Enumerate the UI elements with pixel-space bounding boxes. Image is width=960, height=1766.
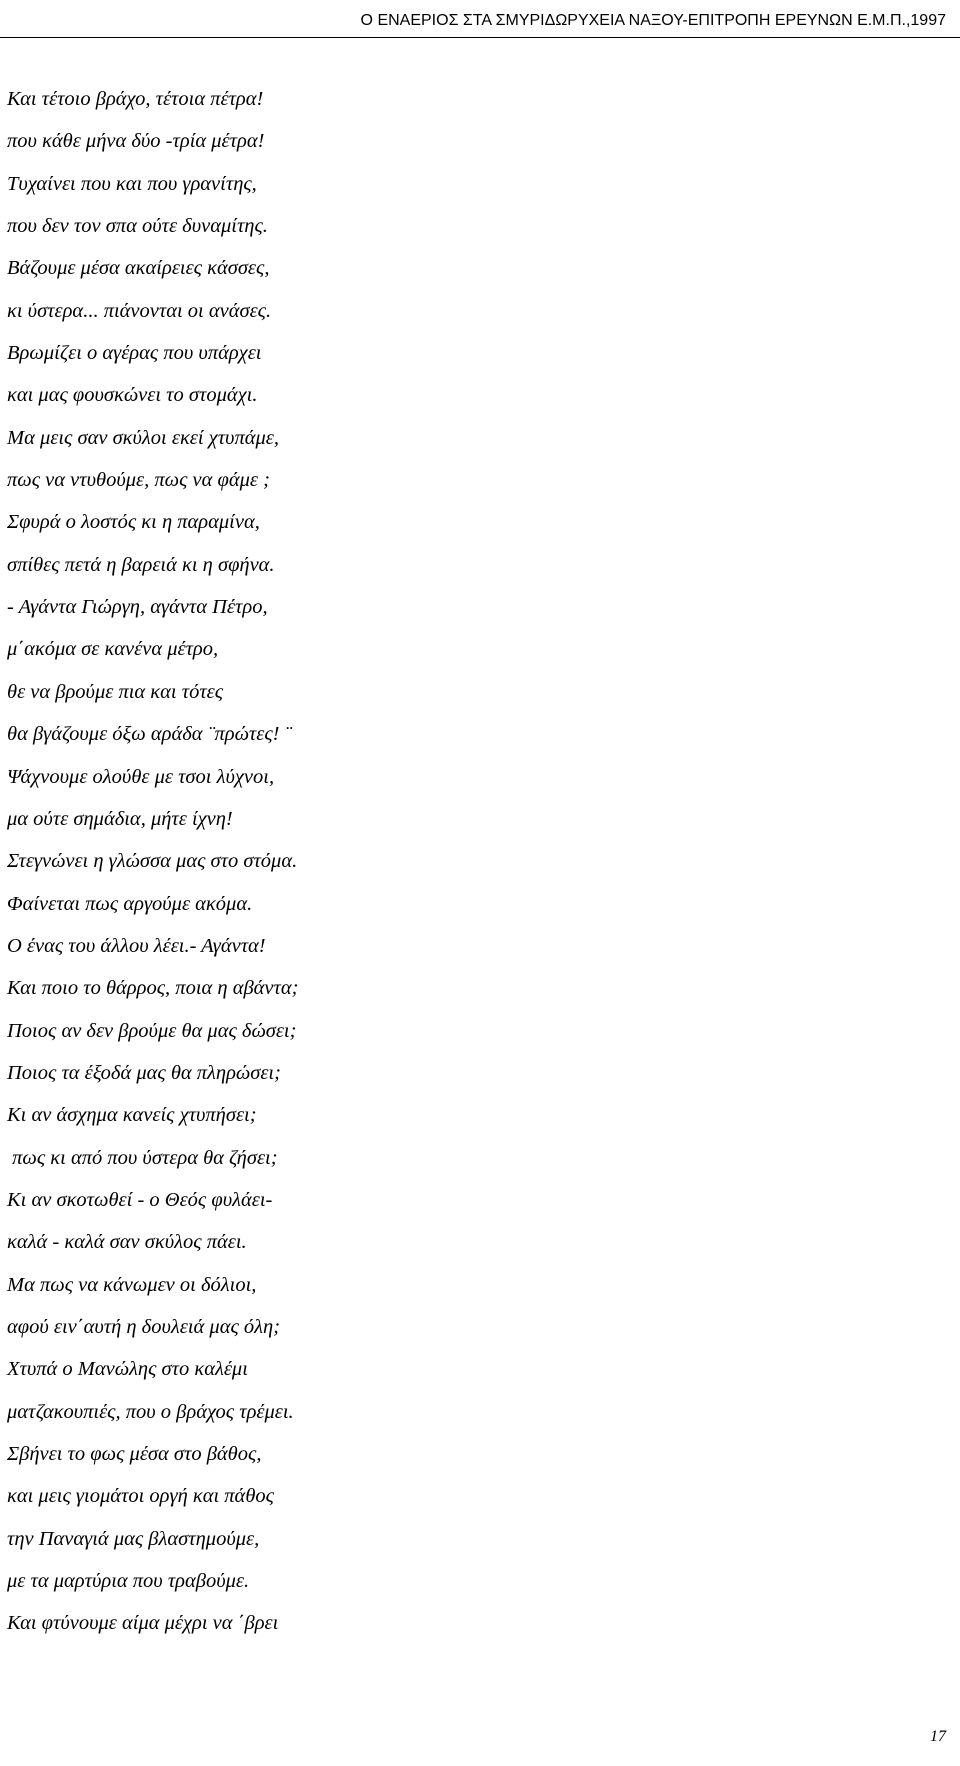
poem-line: που δεν τον σπα ούτε δυναμίτης. <box>7 215 268 238</box>
poem-line: αφού ειν΄αυτή η δουλειά μας όλη; <box>7 1315 281 1338</box>
poem-line: Βάζουμε μέσα ακαίρειες κάσσες, <box>7 257 270 280</box>
poem-line: Κι αν άσχημα κανείς χτυπήσει; <box>7 1104 257 1127</box>
poem-line: Σβήνει το φως μέσα στο βάθος, <box>7 1443 262 1465</box>
page-header <box>0 11 960 38</box>
poem-line: την Παναγιά μας βλαστημούμε, <box>7 1527 260 1550</box>
poem-line: Ψάχνουμε ολούθε με τσοι λύχνοι, <box>7 765 275 788</box>
poem-line: Ποιος τα έξοδά μας θα πληρώσει; <box>7 1061 281 1084</box>
poem-line: καλά - καλά σαν σκύλος πάει. <box>7 1231 247 1254</box>
poem-line: Ποιος αν δεν βρούμε θα μας δώσει; <box>7 1019 297 1042</box>
poem-line: Φαίνεται πως αργούμε ακόμα. <box>7 892 253 915</box>
poem-line: Και ποιο το θάρρος, ποια η αβάντα; <box>7 977 299 1000</box>
poem-line: - Αγάντα Γιώργη, αγάντα Πέτρο, <box>7 596 268 619</box>
poem-text <box>7 78 937 1645</box>
poem-line: με τα μαρτύρια που τραβούμε. <box>7 1570 250 1593</box>
poem-line: Μα πως να κάνωμεν οι δόλιοι, <box>7 1273 257 1296</box>
poem-line: που κάθε μήνα δύο -τρία μέτρα! <box>7 130 265 153</box>
poem-line: Βρωμίζει ο αγέρας που υπάρχει <box>7 342 262 365</box>
poem-line: Και τέτοιο βράχο, τέτοια πέτρα! <box>7 88 264 110</box>
page-number: 17 <box>930 1728 946 1745</box>
poem-line: Κι αν σκοτωθεί - ο Θεός φυλάει- <box>7 1188 273 1211</box>
poem-line: μα ούτε σημάδια, μήτε ίχνη! <box>7 807 233 830</box>
poem-line: μ΄ακόμα σε κανένα μέτρο, <box>7 638 219 661</box>
poem-line: Στεγνώνει η γλώσσα μας στο στόμα. <box>7 850 298 873</box>
poem-line: σπίθες πετά η βαρειά κι η σφήνα. <box>7 553 275 576</box>
poem-line: Τυχαίνει που και που γρανίτης, <box>7 172 257 195</box>
poem-line: Χτυπά ο Μανώλης στο καλέμι <box>7 1358 248 1381</box>
poem-line: Μα μεις σαν σκύλοι εκεί χτυπάμε, <box>7 426 279 449</box>
poem-line: και μεις γιομάτοι οργή και πάθος <box>7 1485 274 1508</box>
poem-line: θε να βρούμε πια και τότες <box>7 680 224 703</box>
poem-line: θα βγάζουμε όξω αράδα ¨πρώτες! ¨ <box>7 723 292 746</box>
header-title: Ο ΕΝΑΕΡΙΟΣ ΣΤΑ ΣΜΥΡΙΔΩΡΥΧΕΙΑ ΝΑΞΟΥ-ΕΠΙΤΡΟΠΗ ΕΡΕΥΝΩΝ Ε.Μ.Π.,1997 <box>360 12 946 29</box>
poem-line: πως να ντυθούμε, πως να φάμε ; <box>7 469 270 492</box>
poem-line: Ο ένας του άλλου λέει.- Αγάντα! <box>7 934 266 957</box>
poem-line: και μας φουσκώνει το στομάχι. <box>7 384 258 407</box>
poem-line: Σφυρά ο λοστός κι η παραμίνα, <box>7 511 260 534</box>
poem-line: κι ύστερα... πιάνονται οι ανάσες. <box>7 299 272 322</box>
poem-line: ματζακουπιές, που ο βράχος τρέμει. <box>7 1400 294 1423</box>
poem-line: Και φτύνουμε αίμα μέχρι να ΄βρει <box>7 1612 279 1635</box>
poem-line: πως κι από που ύστερα θα ζήσει; <box>7 1146 278 1169</box>
